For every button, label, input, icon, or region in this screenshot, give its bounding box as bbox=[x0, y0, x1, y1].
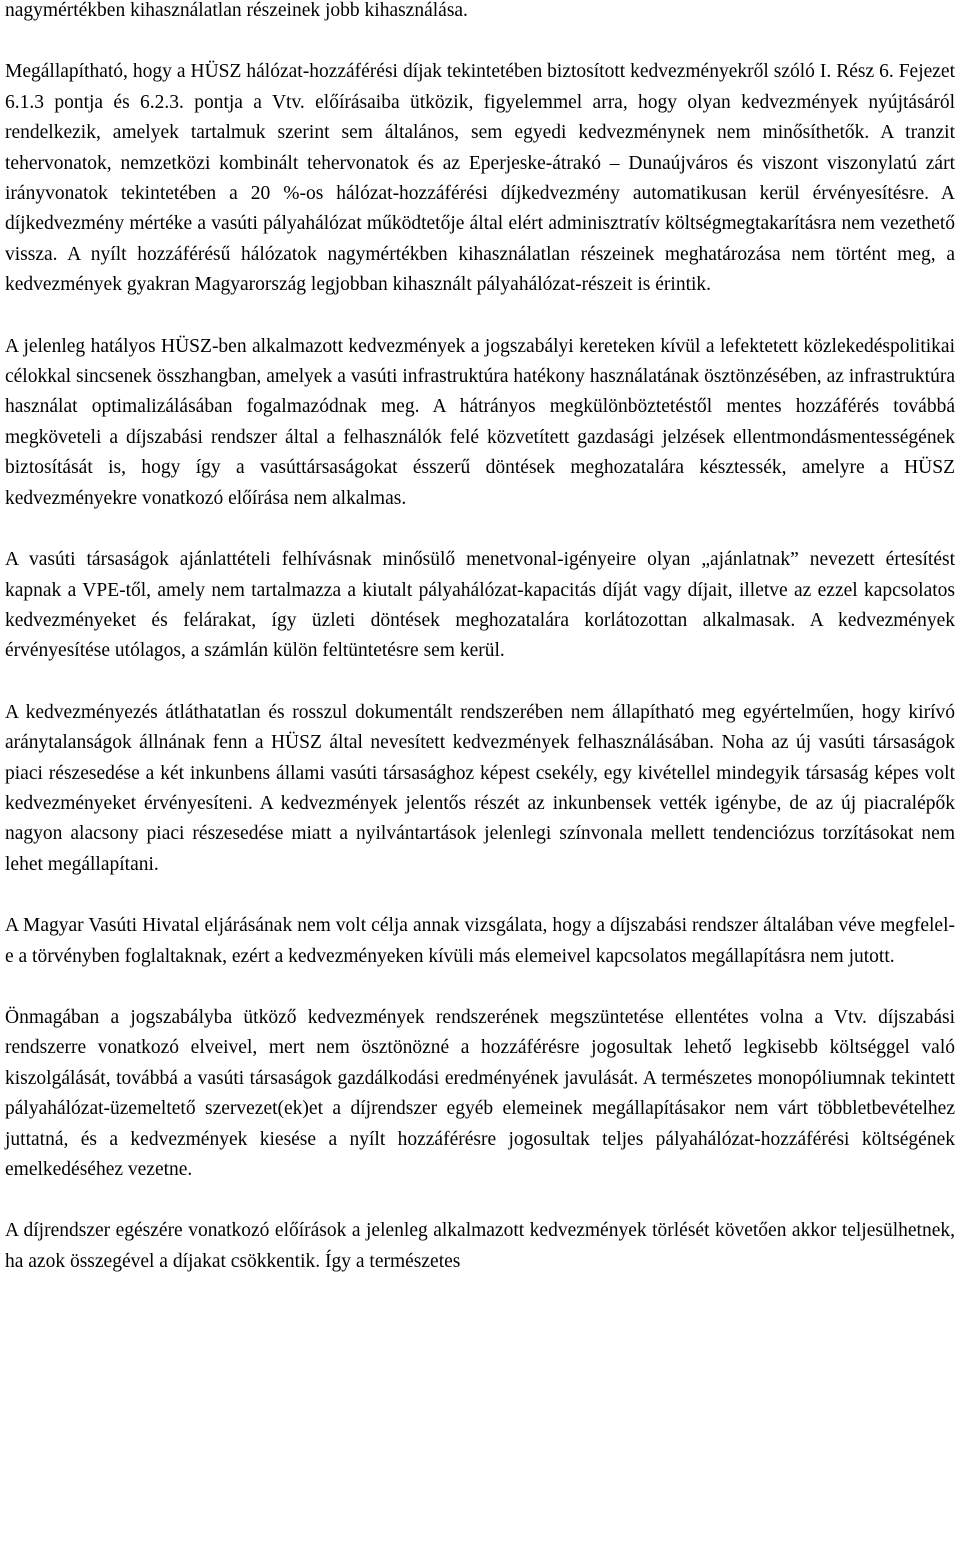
paragraph-7: Önmagában a jogszabályba ütköző kedvezmények rendszerének megszüntetése ellentétes volna a Vtv. díjszabási rendszerre vonatkozó elveivel, mert nem ösztönözné a hozzáférésre jogosultak lehető legkisebb költséggel való kiszolgálását, továbbá a vasúti társaságok gazdálkodási eredményének javulását. A természetes monopóliumnak tekintett pályahálózat-üzemeltető szervezet(ek)et a díjrendszer egyéb elemeinek megállapításakor nem várt többletbevételhez juttatná, és a kedvezmények kiesése a nyílt hozzáférésre jogosultak teljes pályahálózat-hozzáférési költségének emelkedéséhez vezetne. bbox=[5, 1006, 955, 1180]
document-page bbox=[5, 0, 955, 1277]
paragraph-6: A Magyar Vasúti Hivatal eljárásának nem volt célja annak vizsgálata, hogy a díjszabási rendszer általában véve megfelel-e a törvényben foglaltaknak, ezért a kedvezményeken kívüli más elemeivel kapcsolatos megállapításra nem jutott. bbox=[5, 915, 955, 967]
paragraph-5: A kedvezményezés átláthatatlan és rosszul dokumentált rendszerében nem állapítható meg egyértelműen, hogy kirívó aránytalanságok állnának fenn a HÜSZ által nevesített kedvezmények felhasználásában. Noha az új vasúti társaságok piaci részesedése a két inkunbens állami vasúti társasághoz képest csekély, egy kivétellel mindegyik társaság képes volt kedvezményeket érvényesíteni. A kedvezmények jelentős részét az inkunbensek vették igénybe, de az új piacralépők nagyon alacsony piaci részesedése miatt a nyilvántartások jelenlegi színvonala mellett tendenciózus torzításokat nem lehet megállapítani. bbox=[5, 701, 955, 875]
paragraph-4: A vasúti társaságok ajánlattételi felhívásnak minősülő menetvonal-igényeire olyan „ajánlatnak” nevezett értesítést kapnak a VPE-től, amely nem tartalmazza a kiutalt pályahálózat-kapacitás díját vagy díjait, illetve az ezzel kapcsolatos kedvezményeket és felárakat, így üzleti döntések meghozatalára korlátozottan alkalmasak. A kedvezmények érvényesítése utólagos, a számlán külön feltüntetésre sem kerül. bbox=[5, 549, 955, 662]
paragraph-3: A jelenleg hatályos HÜSZ-ben alkalmazott kedvezmények a jogszabályi kereteken kívül a lefektetett közlekedéspolitikai célokkal sincsenek összhangban, amelyek a vasúti infrastruktúra hatékony használatának ösztönzésében, az infrastruktúra használat optimalizálásában fogalmazódnak meg. A hátrányos megkülönböztetéstől mentes hozzáférés továbbá megköveteli a díjszabási rendszer által a felhasználók felé közvetített gazdasági jelzések ellentmondásmentességének biztosítását is, hogy így a vasúttársaságokat ésszerű döntések meghozatalára késztessék, amelyre a HÜSZ kedvezményekre vonatkozó előírása nem alkalmas. bbox=[5, 335, 955, 509]
paragraph-8: A díjrendszer egészére vonatkozó előírások a jelenleg alkalmazott kedvezmények törlését követően akkor teljesülhetnek, ha azok összegével a díjakat csökkentik. Így a természetes bbox=[5, 1220, 955, 1272]
paragraph-1: nagymértékben kihasználatlan részeinek jobb kihasználása. bbox=[5, 0, 468, 21]
paragraph-2: Megállapítható, hogy a HÜSZ hálózat-hozzáférési díjak tekintetében biztosított kedvezményekről szóló I. Rész 6. Fejezet 6.1.3 pontja és 6.2.3. pontja a Vtv. előírásaiba ütközik, figyelemmel arra, hogy olyan kedvezmények nyújtásáról rendelkezik, amelyek tartalmuk szerint sem általános, sem egyedi kedvezménynek nem minősíthetők. A tranzit tehervonatok, nemzetközi kombinált tehervonatok és az Eperjeske-átrakó – Dunaújváros és viszont viszonylatú zárt irányvonatok tekintetében a 20 %-os hálózat-hozzáférési díjkedvezmény automatikusan kerül érvényesítésre. A díjkedvezmény mértéke a vasúti pályahálózat működtetője által elért adminisztratív költségmegtakarításra nem vezethető vissza. A nyílt hozzáférésű hálózatok nagymértékben kihasználatlan részeinek meghatározása nem történt meg, a kedvezmények gyakran Magyarország legjobban kihasznált pályahálózat-részeit is érintik. bbox=[5, 61, 955, 296]
